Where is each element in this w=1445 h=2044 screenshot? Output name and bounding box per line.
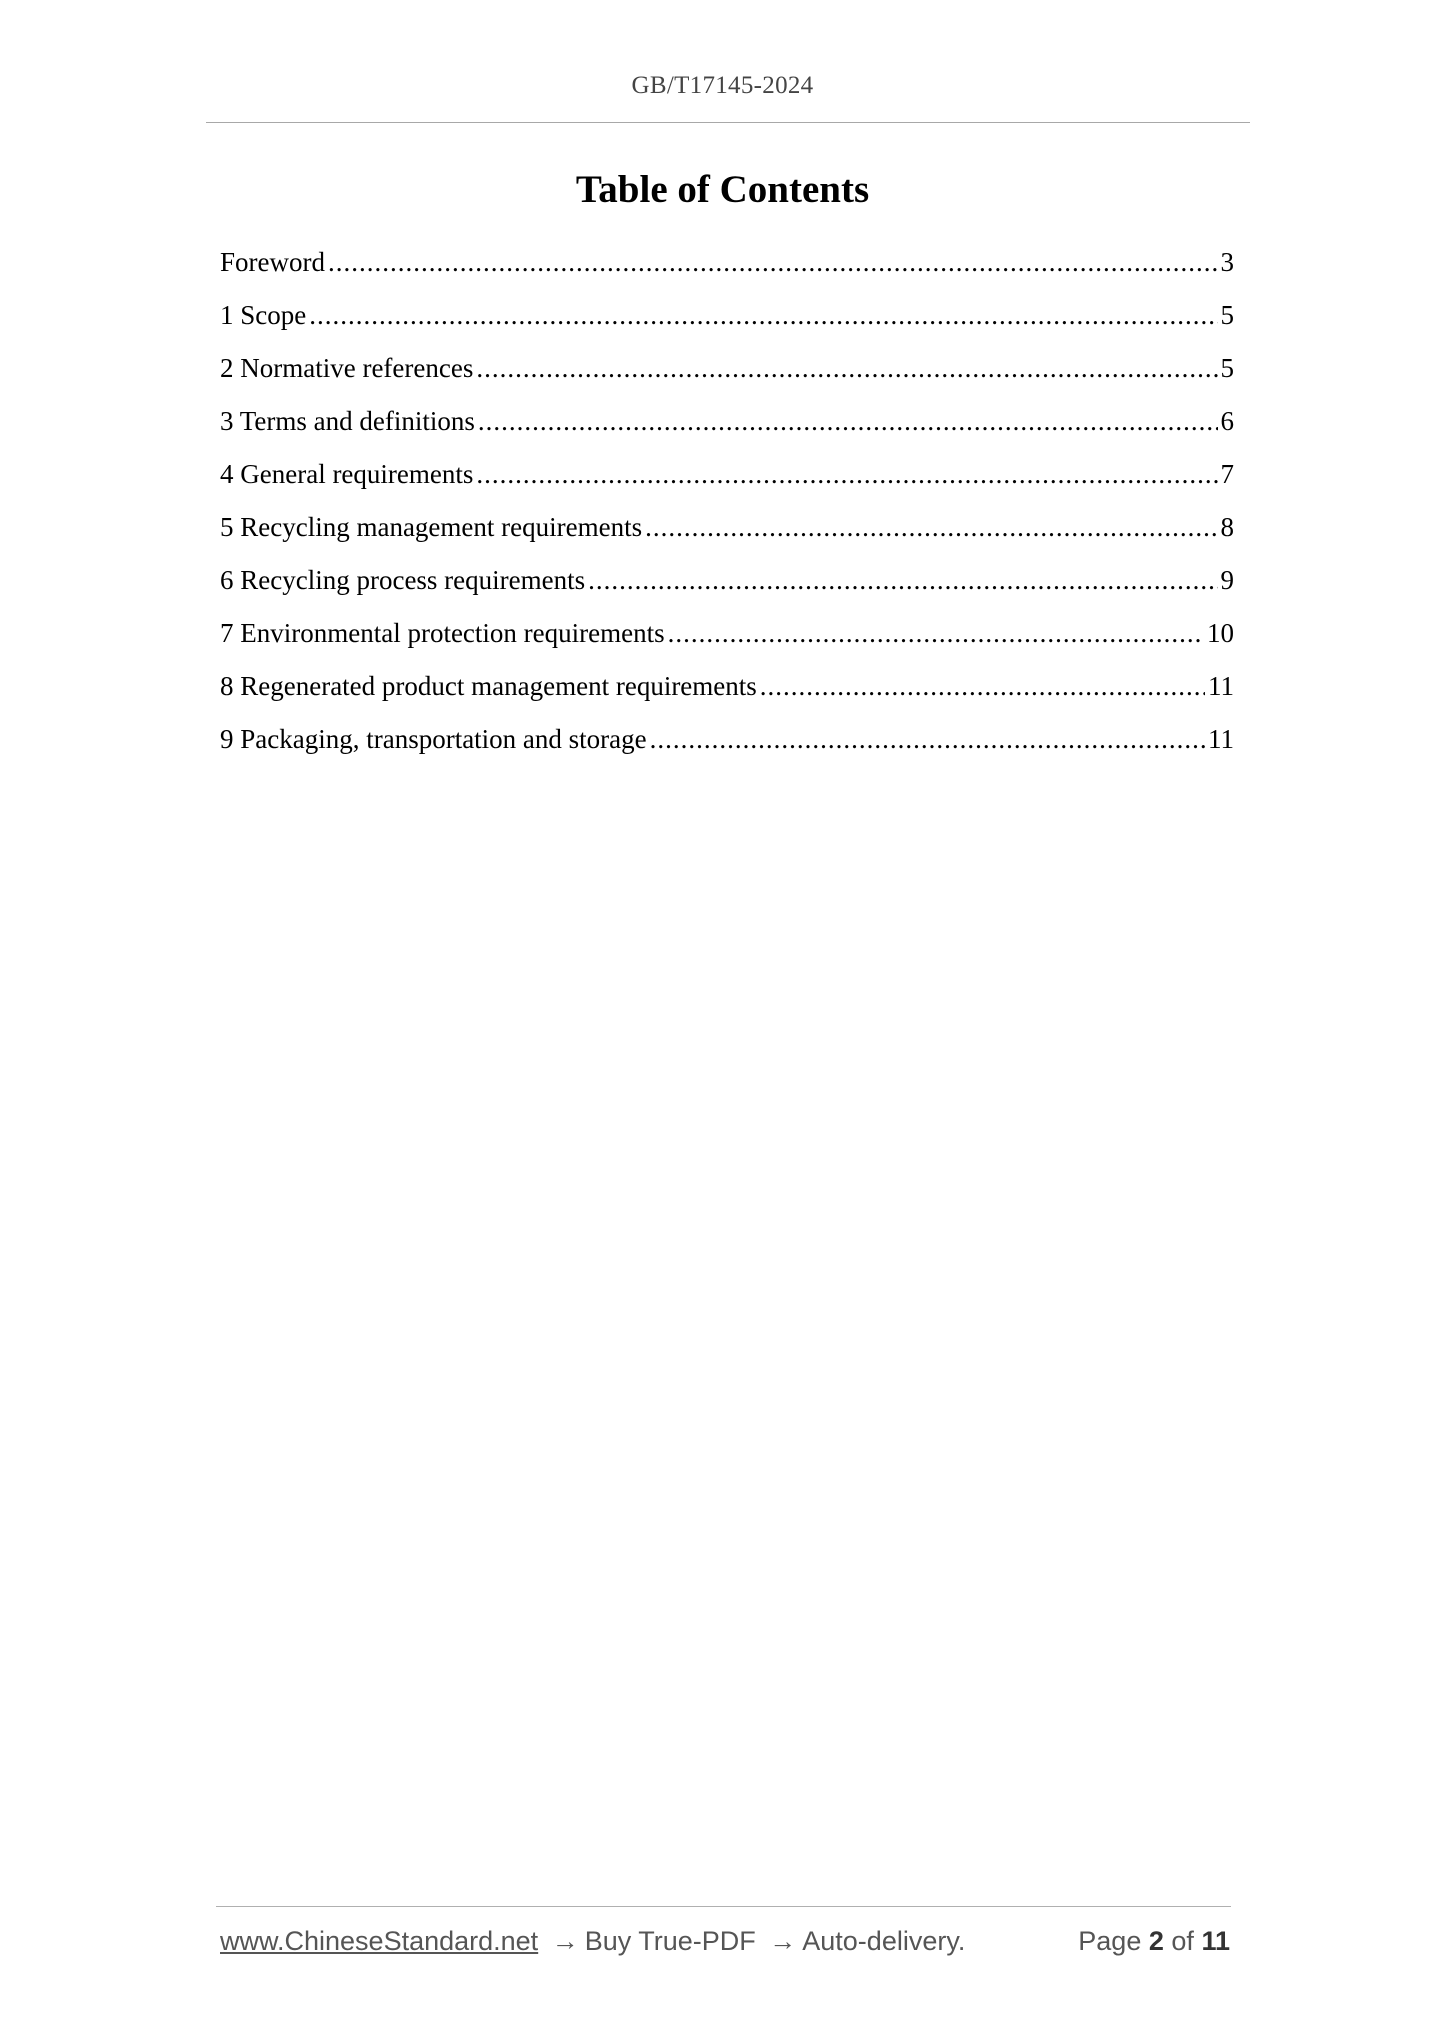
current-page-number: 2 [1148, 1926, 1164, 1956]
standard-code-header: GB/T17145-2024 [631, 72, 814, 99]
toc-entry-label: Foreword [220, 247, 325, 277]
toc-entry-label: 2 Normative references [220, 353, 474, 383]
toc-entry-label: 4 General requirements [220, 459, 474, 489]
toc-entry-packaging-transportation[interactable] [220, 724, 1234, 777]
toc-entry-page: 5 [1220, 353, 1234, 383]
toc-entry-label: 5 Recycling management requirements [220, 512, 643, 542]
toc-entry-page: 3 [1220, 247, 1234, 277]
toc-title: Table of Contents [575, 168, 870, 211]
page-word: Page [1078, 1926, 1142, 1956]
toc-dot-leader [476, 353, 1217, 384]
site-link[interactable]: www.ChineseStandard.net [220, 1926, 539, 1956]
page-of-word: of [1171, 1926, 1194, 1956]
toc-dot-leader [650, 724, 1205, 755]
toc-entry-foreword[interactable] [220, 247, 1234, 300]
toc-entry-general-requirements[interactable] [220, 459, 1234, 512]
toc-entry-normative-references[interactable] [220, 353, 1234, 406]
toc-dot-leader [668, 618, 1204, 649]
toc-entry-label: 8 Regenerated product management requirements [220, 671, 757, 701]
right-arrow-icon: → [551, 1926, 579, 1956]
buy-true-pdf-text: Buy True-PDF [584, 1926, 756, 1956]
toc-dot-leader [645, 512, 1217, 543]
toc-entry-page: 9 [1220, 565, 1234, 595]
toc-entry-label: 7 Environmental protection requirements [220, 618, 665, 648]
toc-dot-leader [588, 565, 1217, 596]
toc-entry-label: 3 Terms and definitions [220, 406, 475, 436]
total-pages-number: 11 [1201, 1926, 1230, 1956]
toc-entry-label: 9 Packaging, transportation and storage [220, 724, 647, 754]
toc-entry-scope[interactable] [220, 300, 1234, 353]
toc-entry-terms-definitions[interactable] [220, 406, 1234, 459]
page-number [1078, 1926, 1230, 1957]
toc-entry-page: 10 [1207, 618, 1234, 648]
toc-dot-leader [328, 247, 1218, 278]
toc-entry-page: 11 [1208, 671, 1234, 701]
toc-dot-leader [309, 300, 1217, 331]
footer-promo [220, 1926, 965, 1957]
toc-entry-environmental-protection[interactable] [220, 618, 1234, 671]
toc-list [220, 247, 1234, 777]
toc-entry-page: 7 [1220, 459, 1234, 489]
toc-entry-label: 1 Scope [220, 300, 307, 330]
toc-entry-recycling-process[interactable] [220, 565, 1234, 618]
toc-entry-page: 11 [1208, 724, 1234, 754]
toc-dot-leader [760, 671, 1205, 702]
toc-dot-leader [478, 406, 1218, 437]
toc-dot-leader [476, 459, 1217, 490]
footer-divider [216, 1906, 1231, 1907]
toc-entry-recycling-management[interactable] [220, 512, 1234, 565]
header-divider [206, 122, 1250, 123]
toc-entry-regenerated-product[interactable] [220, 671, 1234, 724]
right-arrow-icon: → [769, 1926, 797, 1956]
toc-entry-page: 5 [1220, 300, 1234, 330]
auto-delivery-text: Auto-delivery. [802, 1926, 966, 1956]
toc-entry-label: 6 Recycling process requirements [220, 565, 586, 595]
toc-entry-page: 6 [1220, 406, 1234, 436]
toc-entry-page: 8 [1220, 512, 1234, 542]
